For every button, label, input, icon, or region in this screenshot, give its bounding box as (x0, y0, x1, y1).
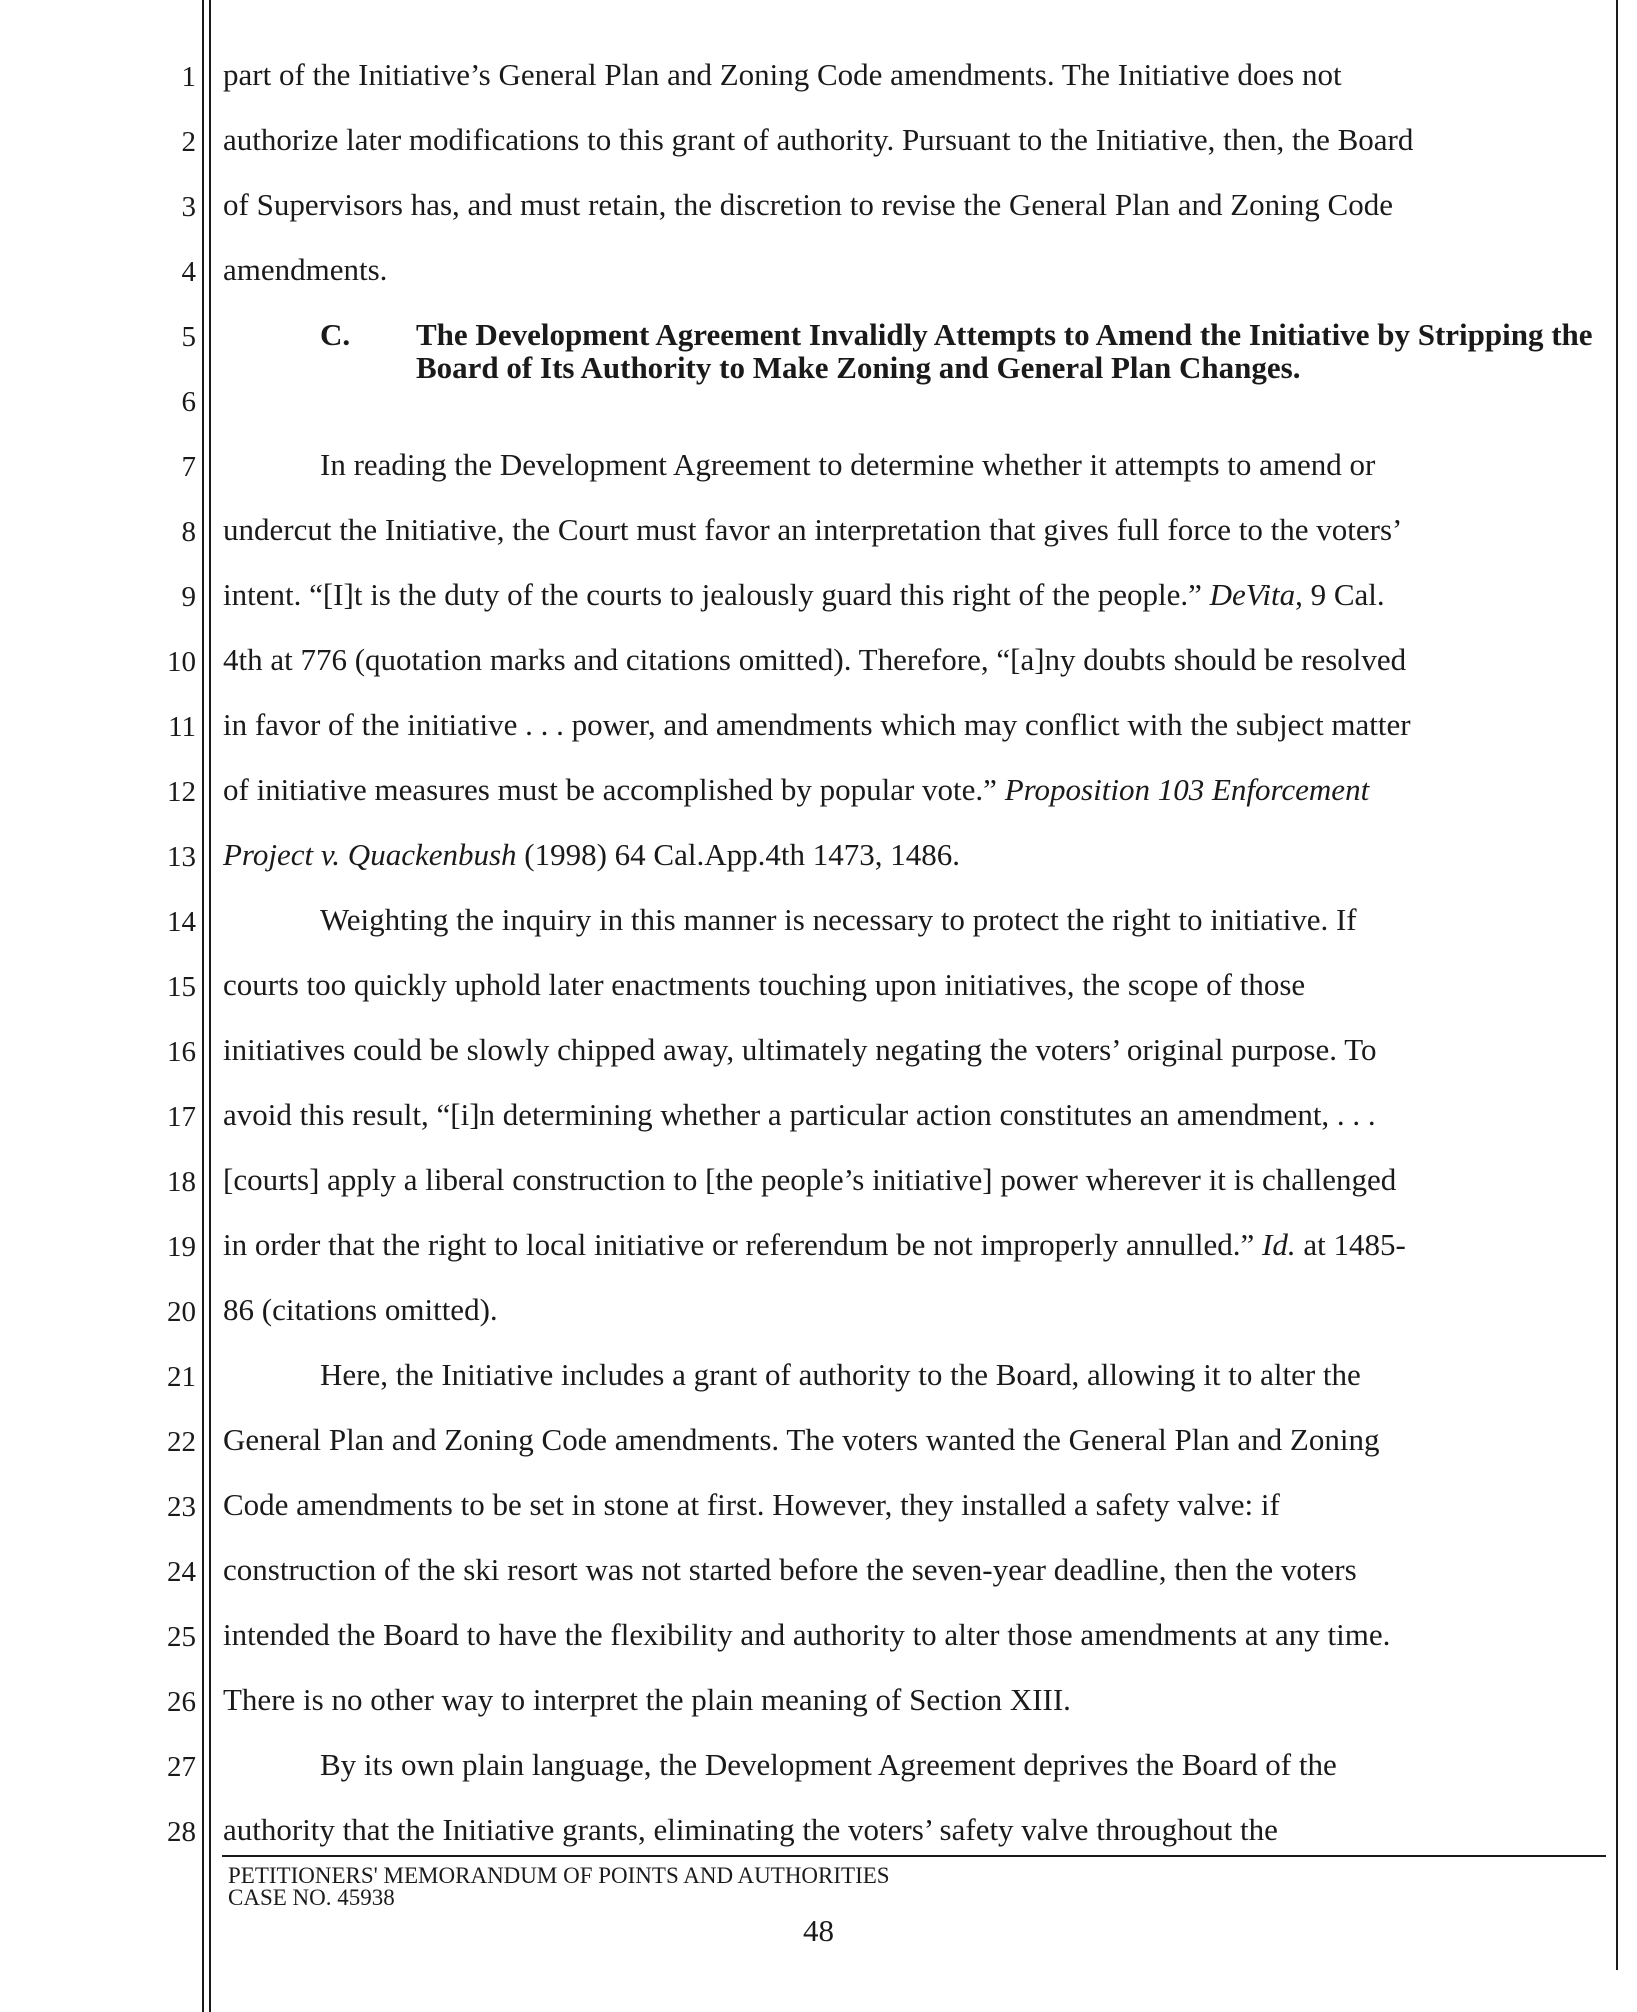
text-line: courts too quickly uphold later enactments touching upon initiatives, the scope of those (223, 967, 1306, 1002)
text-line (223, 837, 1593, 873)
line-number: 21 (167, 1361, 196, 1393)
text-line: 4th at 776 (quotation marks and citations omitted). Therefore, “[a]ny doubts should be resolved (223, 642, 1407, 677)
text-line: in favor of the initiative . . . power, and amendments which may conflict with the subject matter (223, 707, 1411, 742)
section-letter: C. (320, 317, 351, 352)
text-line: General Plan and Zoning Code amendments. The voters wanted the General Plan and Zoning (223, 1422, 1380, 1457)
text-run: , 9 Cal. (1295, 577, 1385, 612)
footer-document-title: PETITIONERS' MEMORANDUM OF POINTS AND AUTHORITIES (228, 1863, 890, 1888)
text-line: authority that the Initiative grants, eliminating the voters’ safety valve throughout the (223, 1812, 1278, 1847)
text-line: initiatives could be slowly chipped away, ultimately negating the voters’ original purpose. To (223, 1032, 1377, 1067)
line-number: 11 (168, 711, 196, 743)
line-number: 4 (181, 256, 196, 288)
line-number: 20 (167, 1296, 196, 1328)
text-line: 86 (citations omitted). (223, 1292, 498, 1327)
section-heading-text: The Development Agreement Invalidly Attempts to Amend the Initiative by Stripping the Board of Its Authority to Make Zoning and General Plan Changes. (416, 317, 1593, 385)
line-number: 23 (167, 1491, 196, 1523)
line-number: 28 (167, 1816, 196, 1848)
text-line: Here, the Initiative includes a grant of authority to the Board, allowing it to alter the (320, 1357, 1361, 1392)
text-line: In reading the Development Agreement to determine whether it attempts to amend or (320, 447, 1376, 482)
text-run: intent. “[I]t is the duty of the courts to jealously guard this right of the people.” (223, 577, 1210, 612)
text-line: There is no other way to interpret the plain meaning of Section XIII. (223, 1682, 1071, 1717)
text-line: intended the Board to have the flexibility and authority to alter those amendments at any time. (223, 1617, 1391, 1652)
text-line: construction of the ski resort was not started before the seven-year deadline, then the voters (223, 1552, 1357, 1587)
line-number: 16 (167, 1036, 196, 1068)
text-line: amendments. (223, 252, 388, 287)
line-number: 1 (181, 61, 196, 93)
text-line: part of the Initiative’s General Plan and Zoning Code amendments. The Initiative does not (223, 57, 1342, 92)
text-line: authorize later modifications to this grant of authority. Pursuant to the Initiative, then, the Board (223, 122, 1414, 157)
case-citation: Id. (1262, 1227, 1296, 1262)
right-margin-rule (1616, 0, 1618, 1970)
footer-case-number: CASE NO. 45938 (228, 1885, 395, 1910)
left-margin-rule-outer (202, 0, 204, 2012)
line-number: 10 (167, 646, 196, 678)
text-line (223, 772, 1593, 808)
text-run: in order that the right to local initiative or referendum be not improperly annulled.” (223, 1227, 1263, 1262)
line-number: 25 (167, 1621, 196, 1653)
text-line: of Supervisors has, and must retain, the discretion to revise the General Plan and Zoning Code (223, 187, 1393, 222)
line-number: 22 (167, 1426, 196, 1458)
line-number: 17 (167, 1101, 196, 1133)
text-run: at 1485- (1295, 1227, 1406, 1262)
left-margin-rule-inner (209, 0, 211, 2012)
line-number: 15 (167, 971, 196, 1003)
line-number: 3 (181, 191, 196, 223)
line-number: 14 (167, 906, 196, 938)
text-line: By its own plain language, the Development Agreement deprives the Board of the (320, 1747, 1337, 1782)
text-line (223, 1227, 1593, 1263)
page-number: 48 (803, 1913, 834, 1948)
text-run: (1998) 64 Cal.App.4th 1473, 1486. (516, 837, 960, 872)
line-number: 7 (181, 451, 196, 483)
line-number: 26 (167, 1686, 196, 1718)
line-number: 6 (181, 386, 196, 418)
line-number: 12 (167, 776, 196, 808)
text-line: [courts] apply a liberal construction to [the people’s initiative] power wherever it is challenged (223, 1162, 1397, 1197)
line-number: 9 (181, 581, 196, 613)
line-number: 19 (167, 1231, 196, 1263)
text-line (223, 577, 1593, 613)
line-number: 8 (181, 516, 196, 548)
text-run: of initiative measures must be accomplished by popular vote.” (223, 772, 1005, 807)
text-line: Weighting the inquiry in this manner is necessary to protect the right to initiative. If (320, 902, 1357, 937)
line-number: 5 (181, 321, 196, 353)
line-number: 13 (167, 841, 196, 873)
footer-divider (222, 1855, 1606, 1857)
line-number: 18 (167, 1166, 196, 1198)
text-line: avoid this result, “[i]n determining whether a particular action constitutes an amendment, . . . (223, 1097, 1376, 1132)
line-number: 27 (167, 1751, 196, 1783)
case-citation: Proposition 103 Enforcement (1004, 772, 1370, 807)
text-line: undercut the Initiative, the Court must favor an interpretation that gives full force to the voters’ (223, 512, 1403, 547)
line-number: 24 (167, 1556, 196, 1588)
case-citation: DeVita (1209, 577, 1296, 612)
line-number: 2 (181, 126, 196, 158)
text-line: Code amendments to be set in stone at first. However, they installed a safety valve: if (223, 1487, 1280, 1522)
case-citation: Project v. Quackenbush (223, 837, 517, 872)
